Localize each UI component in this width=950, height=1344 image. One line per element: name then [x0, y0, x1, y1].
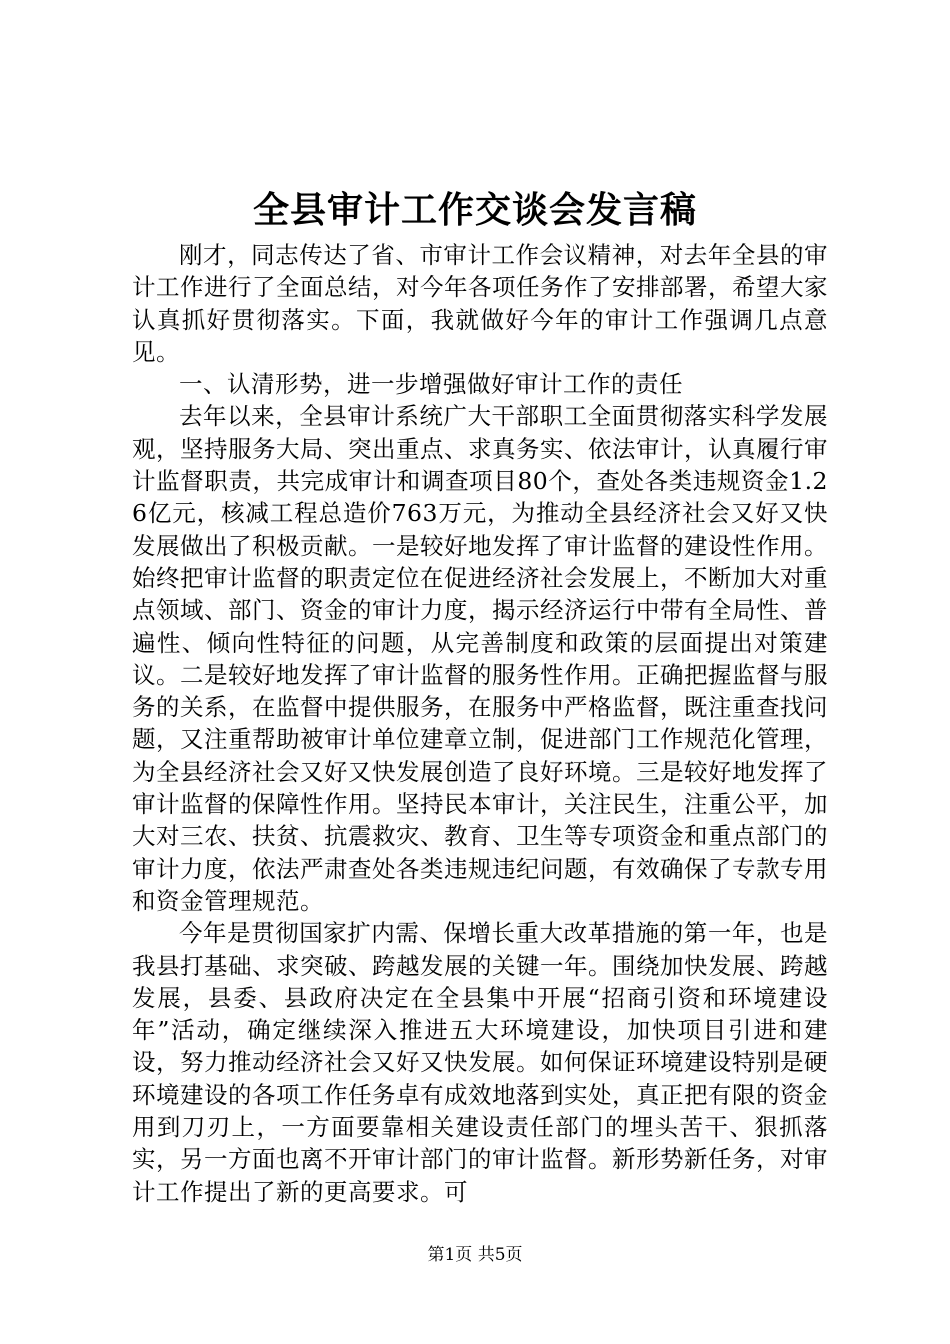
section-heading: 一、认清形势，进一步增强做好审计工作的责任	[179, 370, 683, 399]
intro-paragraph: 刚才，同志传达了省、市审计工作会议精神，对去年全县的审计工作进行了全面总结，对今年各项任务作了安排部署，希望大家认真抓好贯彻落实。下面，我就做好今年的审计工作强调几点意见。	[132, 241, 828, 366]
page-number-footer: 第1页 共5页	[427, 1245, 523, 1265]
document-body	[132, 239, 828, 1208]
body-paragraph: 今年是贯彻国家扩内需、保增长重大改革措施的第一年，也是我县打基础、求突破、跨越发展的关键一年。围绕加快发展、跨越发展，县委、县政府决定在全县集中开展“招商引资和环境建设年”活动，确定继续深入推进五大环境建设，加快项目引进和建设，努力推动经济社会又好又快发展。如何保证环境建设特别是硬环境建设的各项工作任务卓有成效地落到实处，真正把有限的资金用到刀刃上，一方面要靠相关建设责任部门的埋头苦干、狠抓落实，另一方面也离不开审计部门的审计监督。新形势新任务，对审计工作提出了新的更高要求。可	[132, 919, 828, 1206]
document-title: 全县审计工作交谈会发言稿	[252, 189, 697, 231]
body-paragraph: 去年以来，全县审计系统广大干部职工全面贯彻落实科学发展观，坚持服务大局、突出重点、求真务实、依法审计，认真履行审计监督职责，共完成审计和调查项目80个，查处各类违规资金1.26亿元，核减工程总造价763万元，为推动全县经济社会又好又快发展做出了积极贡献。一是较好地发挥了审计监督的建设性作用。始终把审计监督的职责定位在促进经济社会发展上，不断加大对重点领域、部门、资金的审计力度，揭示经济运行中带有全局性、普遍性、倾向性特征的问题，从完善制度和政策的层面提出对策建议。二是较好地发挥了审计监督的服务性作用。正确把握监督与服务的关系，在监督中提供服务，在服务中严格监督，既注重查找问题，又注重帮助被审计单位建章立制，促进部门工作规范化管理，为全县经济社会又好又快发展创造了良好环境。三是较好地发挥了审计监督的保障性作用。坚持民本审计，关注民生，注重公平，加大对三农、扶贫、抗震救灾、教育、卫生等专项资金和重点部门的审计力度，依法严肃查处各类违规违纪问题，有效确保了专款专用和资金管理规范。	[132, 402, 828, 915]
